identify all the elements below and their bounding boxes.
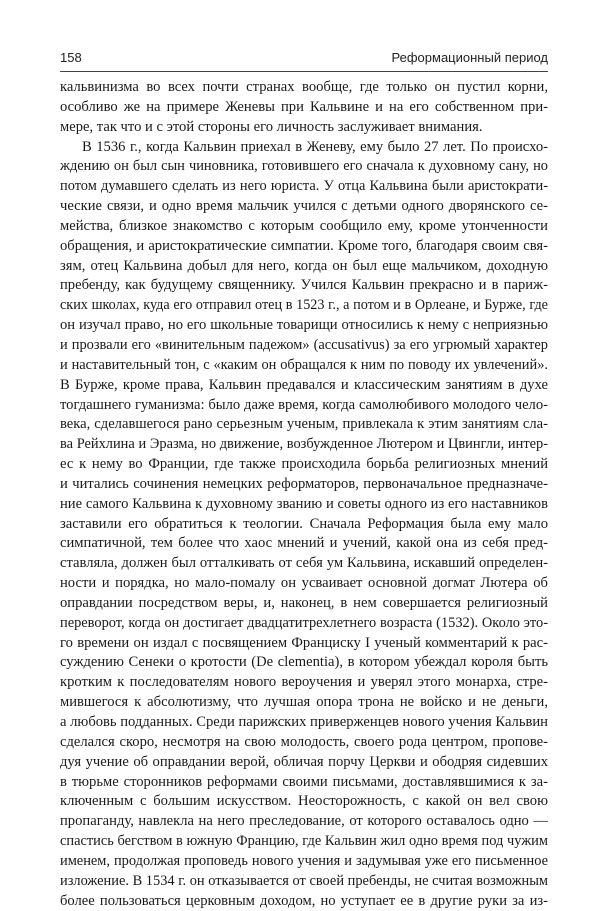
text-line: дуя учение об оправдании верой, обличая порчу Церкви и ободряя сидевших bbox=[60, 753, 548, 770]
text-line: ческие связи, и одно время мальчик учился с детьми одного дворянского се- bbox=[60, 198, 548, 215]
text-line: сделался скоро, несмотря на свою молодость, своего рода центром, пропове- bbox=[60, 733, 548, 750]
text-line: ес к нему во Франции, где также происходила борьба религиозных мнений bbox=[60, 456, 548, 473]
text-line: ских школах, куда его отправил отец в 1523 г., а потом и в Орлеане, и Бурже, где bbox=[60, 297, 548, 314]
text-line: спастись бегством в южную Францию, где Кальвин жил одно время под чужим bbox=[60, 833, 548, 850]
text-line: В Бурже, кроме права, Кальвин предавался и классическим занятиям в духе bbox=[60, 376, 548, 393]
page-header bbox=[60, 50, 548, 70]
text-line: ва Рейхлина и Эразма, но движение, возбужденное Лютером и Цвингли, интер- bbox=[60, 436, 548, 453]
text-line: переворот, когда он достигает двадцатитрехлетнего возраста (1532). Около это- bbox=[60, 614, 548, 631]
text-line: изложение. В 1534 г. он отказывается от своей пребенды, не считая возможным bbox=[60, 872, 548, 889]
header-rule bbox=[60, 71, 548, 72]
text-line: в тюрьме сторонников реформами своими письмами, доставлявшимися к за- bbox=[60, 773, 548, 790]
text-line: обращения, и аристократические симпатии. Кроме того, благодаря своим свя- bbox=[60, 237, 548, 254]
body-text bbox=[60, 78, 548, 911]
text-line: мившегося к абсолютизму, что лучшая опора трона не войско и не деньги, bbox=[60, 694, 548, 711]
text-line: века, сделавшегося рано серьезным ученым, привлекала к этим занятиям сла- bbox=[60, 416, 548, 433]
text-line: симпатичной, тем более что хаос мнений и учений, какой она из себя пред- bbox=[60, 535, 548, 552]
text-line: зям, отец Кальвина добыл для него, когда он был еще мальчиком, доходную bbox=[60, 257, 548, 274]
text-line: ности и порядка, но мало-помалу он усваивает основной догмат Лютера об bbox=[60, 575, 548, 592]
text-line: потом думавшего сделать из него юриста. У отца Кальвина были аристократи- bbox=[60, 178, 548, 195]
text-line: В 1536 г., когда Кальвин приехал в Женеву, ему было 27 лет. По происхо- bbox=[82, 138, 548, 155]
text-line: мейства, близкое знакомство с которым сообщило ему, кроме утонченности bbox=[60, 217, 548, 234]
text-line: суждению Сенеки о кротости (De clementia), в котором убеждал короля быть bbox=[60, 654, 548, 671]
text-line: и прозвали его «винительным падежом» (accusativus) за его угрюмый характер bbox=[60, 336, 548, 353]
text-line: мере, так что и с этой стороны его личность заслуживает внимания. bbox=[60, 118, 483, 135]
text-line: оправдании посредством веры, и, наконец, в нем совершается религиозный bbox=[60, 594, 548, 611]
text-line: особливо же на примере Женевы при Кальвине и на его собственном при- bbox=[60, 98, 548, 115]
text-line: пребенду, как будущему священнику. Учился Кальвин прекрасно и в париж- bbox=[60, 277, 548, 294]
text-line: и наставительный тон, с «каким он обращался к ним по поводу их увлечений». bbox=[60, 356, 548, 373]
text-line: ние самого Кальвина к духовному званию и советы одного из его наставников bbox=[60, 495, 548, 512]
text-line: а любовь подданных. Среди парижских приверженцев нового учения Кальвин bbox=[60, 714, 548, 730]
text-line: именем, продолжая проповедь нового учения и задумывая уже его письменное bbox=[60, 852, 548, 869]
text-line: он изучал право, но его школьные товарищи относились к нему с неприязнью bbox=[60, 317, 548, 334]
text-line: го времени он издал с посвящением Франциску I ученый комментарий к рас- bbox=[60, 634, 548, 651]
text-line: пропаганду, навлекла на него преследование, от которого оставалось одно — bbox=[60, 813, 548, 830]
text-line: кальвинизма во всех почти странах вообще, где только он пустил корни, bbox=[60, 79, 548, 95]
text-line: тогдашнего гуманизма: было даже время, когда самолюбивого молодого чело- bbox=[60, 396, 548, 413]
text-line: кротким к последователям нового вероучения и уверял этого монарха, стре- bbox=[60, 674, 548, 691]
running-title: Реформационный период bbox=[391, 50, 548, 65]
text-line: более пользоваться церковным доходом, но уступает ее в другие руки за из- bbox=[60, 892, 548, 909]
text-line: ключенным с большим искусством. Неосторожность, с какой он вел свою bbox=[60, 793, 548, 810]
text-line: ставляла, должен был отталкивать от себя ум Кальвина, искавший определен- bbox=[60, 555, 548, 572]
text-line: ждению он был сын чиновника, готовившего его сначала к духовному сану, но bbox=[60, 158, 548, 175]
page-number: 158 bbox=[60, 50, 82, 65]
text-line: заставили его обратиться к теологии. Сначала Реформация была ему мало bbox=[60, 515, 548, 532]
text-line: и читались сочинения немецких реформаторов, первоначальное предназначе- bbox=[60, 475, 548, 492]
